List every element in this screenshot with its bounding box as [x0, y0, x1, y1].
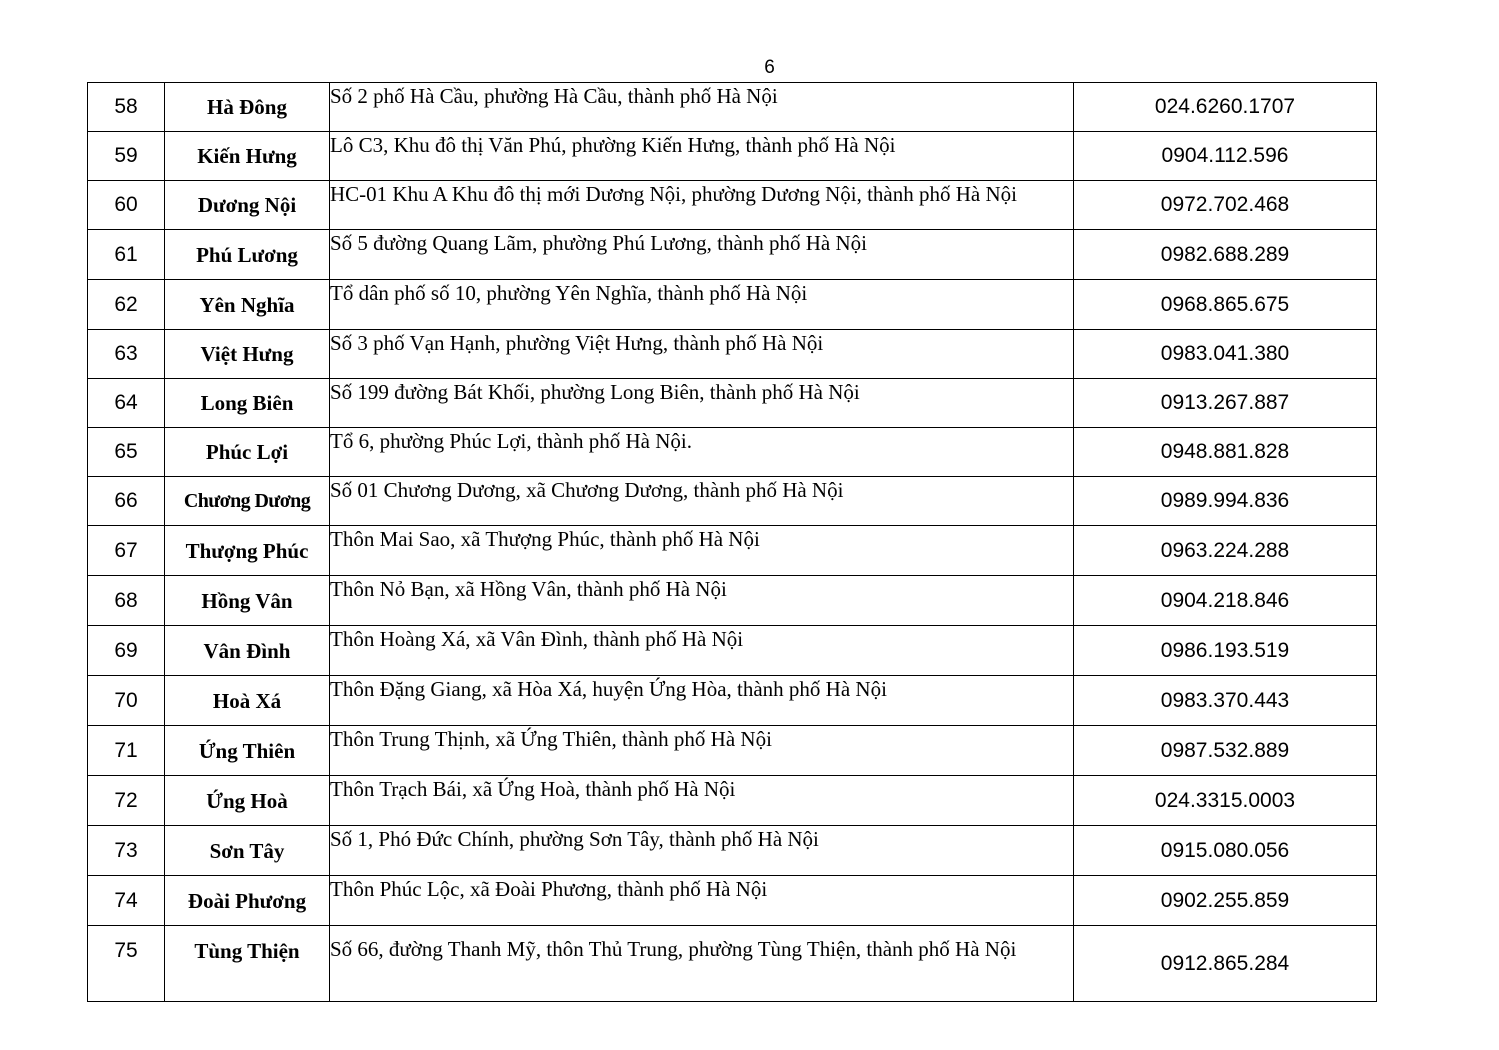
- office-address: Thôn Hoàng Xá, xã Vân Đình, thành phố Hà Nội: [330, 626, 1074, 676]
- row-number: 63: [88, 330, 165, 379]
- office-phone: 0968.865.675: [1074, 280, 1377, 330]
- office-address: Số 01 Chương Dương, xã Chương Dương, thành phố Hà Nội: [330, 477, 1074, 526]
- table-row: [88, 330, 1377, 379]
- row-number: 75: [88, 926, 165, 1002]
- office-name: Chương Dương: [165, 477, 330, 526]
- row-number: 70: [88, 676, 165, 726]
- office-phone: 0904.218.846: [1074, 576, 1377, 626]
- table-row: [88, 477, 1377, 526]
- office-name: Phú Lương: [165, 230, 330, 280]
- page-number: 6: [764, 57, 775, 78]
- office-name: Thượng Phúc: [165, 526, 330, 576]
- row-number: 72: [88, 776, 165, 826]
- office-phone: 024.3315.0003: [1074, 776, 1377, 826]
- office-name: Hà Đông: [165, 83, 330, 132]
- table-row: [88, 826, 1377, 876]
- office-address: Số 199 đường Bát Khối, phường Long Biên, thành phố Hà Nội: [330, 379, 1074, 428]
- table-row: [88, 676, 1377, 726]
- table-row: [88, 132, 1377, 181]
- office-name: Đoài Phương: [165, 876, 330, 926]
- table-row: [88, 726, 1377, 776]
- office-name: Hồng Vân: [165, 576, 330, 626]
- office-address: Thôn Trung Thịnh, xã Ứng Thiên, thành phố Hà Nội: [330, 726, 1074, 776]
- office-name: Dương Nội: [165, 181, 330, 230]
- table-row: [88, 230, 1377, 280]
- office-phone: 0987.532.889: [1074, 726, 1377, 776]
- office-name: Vân Đình: [165, 626, 330, 676]
- office-phone: 0915.080.056: [1074, 826, 1377, 876]
- row-number: 66: [88, 477, 165, 526]
- table-row: [88, 526, 1377, 576]
- office-phone: 0983.370.443: [1074, 676, 1377, 726]
- office-address: Số 3 phố Vạn Hạnh, phường Việt Hưng, thành phố Hà Nội: [330, 330, 1074, 379]
- office-address: HC-01 Khu A Khu đô thị mới Dương Nội, phường Dương Nội, thành phố Hà Nội: [330, 181, 1074, 230]
- table-row: [88, 926, 1377, 1002]
- office-address: Thôn Nỏ Bạn, xã Hồng Vân, thành phố Hà Nội: [330, 576, 1074, 626]
- row-number: 73: [88, 826, 165, 876]
- table-row: [88, 379, 1377, 428]
- row-number: 60: [88, 181, 165, 230]
- office-address: Lô C3, Khu đô thị Văn Phú, phường Kiến Hưng, thành phố Hà Nội: [330, 132, 1074, 181]
- row-number: 59: [88, 132, 165, 181]
- table-row: [88, 280, 1377, 330]
- office-address: Tổ dân phố số 10, phường Yên Nghĩa, thành phố Hà Nội: [330, 280, 1074, 330]
- office-address: Tổ 6, phường Phúc Lợi, thành phố Hà Nội.: [330, 428, 1074, 477]
- table-row: [88, 626, 1377, 676]
- office-directory-table: [87, 82, 1377, 1002]
- row-number: 65: [88, 428, 165, 477]
- office-name: Tùng Thiện: [165, 926, 330, 1002]
- office-phone: 0904.112.596: [1074, 132, 1377, 181]
- office-address: Số 1, Phó Đức Chính, phường Sơn Tây, thành phố Hà Nội: [330, 826, 1074, 876]
- office-address: Số 66, đường Thanh Mỹ, thôn Thủ Trung, phường Tùng Thiện, thành phố Hà Nội: [330, 926, 1074, 1002]
- row-number: 62: [88, 280, 165, 330]
- table-row: [88, 576, 1377, 626]
- office-address: Thôn Đặng Giang, xã Hòa Xá, huyện Ứng Hòa, thành phố Hà Nội: [330, 676, 1074, 726]
- office-name: Phúc Lợi: [165, 428, 330, 477]
- office-phone: 0948.881.828: [1074, 428, 1377, 477]
- table-row: [88, 776, 1377, 826]
- row-number: 68: [88, 576, 165, 626]
- office-phone: 0913.267.887: [1074, 379, 1377, 428]
- row-number: 74: [88, 876, 165, 926]
- office-name: Hoà Xá: [165, 676, 330, 726]
- row-number: 64: [88, 379, 165, 428]
- office-phone: 0963.224.288: [1074, 526, 1377, 576]
- table-row: [88, 876, 1377, 926]
- row-number: 69: [88, 626, 165, 676]
- office-phone: 0982.688.289: [1074, 230, 1377, 280]
- office-name: Việt Hưng: [165, 330, 330, 379]
- office-name: Yên Nghĩa: [165, 280, 330, 330]
- table-row: [88, 83, 1377, 132]
- office-name: Ứng Thiên: [165, 726, 330, 776]
- office-phone: 0972.702.468: [1074, 181, 1377, 230]
- office-phone: 0986.193.519: [1074, 626, 1377, 676]
- office-name: Sơn Tây: [165, 826, 330, 876]
- row-number: 71: [88, 726, 165, 776]
- office-name: Ứng Hoà: [165, 776, 330, 826]
- office-phone: 0983.041.380: [1074, 330, 1377, 379]
- row-number: 61: [88, 230, 165, 280]
- office-address: Thôn Trạch Bái, xã Ứng Hoà, thành phố Hà Nội: [330, 776, 1074, 826]
- office-phone: 024.6260.1707: [1074, 83, 1377, 132]
- office-phone: 0912.865.284: [1074, 926, 1377, 1002]
- office-address: Thôn Phúc Lộc, xã Đoài Phương, thành phố Hà Nội: [330, 876, 1074, 926]
- office-name: Kiến Hưng: [165, 132, 330, 181]
- row-number: 58: [88, 83, 165, 132]
- office-phone: 0902.255.859: [1074, 876, 1377, 926]
- table-row: [88, 428, 1377, 477]
- office-address: Số 5 đường Quang Lãm, phường Phú Lương, thành phố Hà Nội: [330, 230, 1074, 280]
- office-name: Long Biên: [165, 379, 330, 428]
- table-row: [88, 181, 1377, 230]
- row-number: 67: [88, 526, 165, 576]
- office-address: Số 2 phố Hà Cầu, phường Hà Cầu, thành phố Hà Nội: [330, 83, 1074, 132]
- office-address: Thôn Mai Sao, xã Thượng Phúc, thành phố Hà Nội: [330, 526, 1074, 576]
- office-phone: 0989.994.836: [1074, 477, 1377, 526]
